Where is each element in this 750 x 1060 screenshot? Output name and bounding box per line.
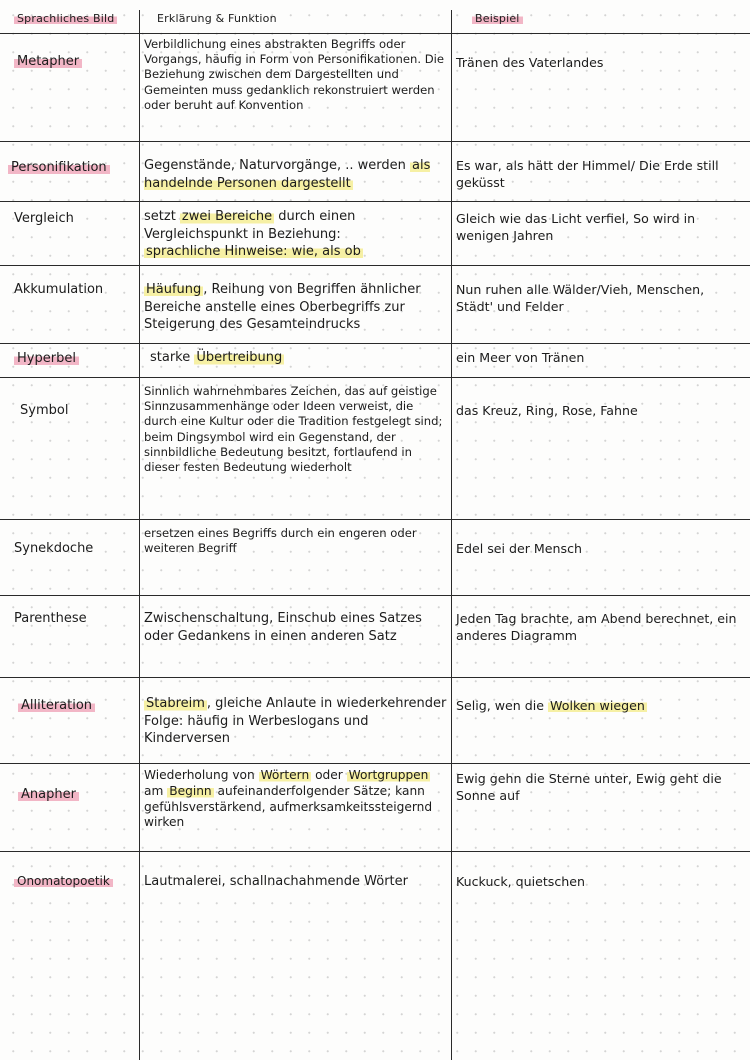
example-anapher: Ewig gehn die Sterne unter, Ewig geht die Sonne auf (456, 771, 722, 803)
example-alliteration: Selig, wen die Wolken wiegen (456, 698, 645, 713)
header-example: Beispiel (472, 12, 523, 25)
term-onomatopoetik: Onomatopoetik (14, 873, 139, 890)
row-divider (0, 377, 750, 378)
example-onomatopoetik: Kuckuck, quietschen (456, 874, 586, 889)
explanation-akkumulation: Häufung , Reihung von Begriffen ähnlicher Bereiche anstelle eines Oberbegriffs zur Steigerung des Gesamteindrucks (144, 282, 421, 332)
explanation-hyperbel: starke Übertreibung (150, 350, 283, 365)
explanation-personifikation: Gegenstände, Naturvorgänge, .. werden als handelnde Personen dargestellt (144, 158, 431, 191)
term-parenthese: Parenthese (14, 611, 87, 626)
row-divider (0, 519, 750, 520)
example-personifikation: Es war, als hätt der Himmel/ Die Erde still geküsst (456, 158, 719, 190)
term-akkumulation: Akkumulation (14, 282, 104, 297)
explanation-parenthese: Zwischenschaltung, Einschub eines Satzes oder Gedankens in einen anderen Satz (144, 611, 422, 644)
term-alliteration: Alliteration (18, 697, 143, 714)
header-explanation: Erklärung & Funktion (157, 12, 277, 25)
header-rule (0, 33, 750, 34)
row-divider (0, 201, 750, 202)
explanation-anapher: Wiederholung von Wörtern oder Wortgruppen am Beginn aufeinanderfolgender Sätze; kann gefühlsverstärkend, aufmerksamkeitssteigernd wirken (144, 768, 433, 830)
row-divider (0, 763, 750, 764)
explanation-vergleich: setzt zwei Bereiche durch einen Vergleichspunkt in Beziehung: sprachliche Hinweise: wie, als ob (144, 209, 361, 259)
example-hyperbel: ein Meer von Tränen (456, 350, 585, 365)
row-divider (0, 677, 750, 678)
term-vergleich: Vergleich (14, 211, 74, 226)
example-metapher: Tränen des Vaterlandes (456, 55, 604, 70)
header-term: Sprachliches Bild (14, 12, 117, 25)
explanation-onomatopoetik: Lautmalerei, schallnachahmende Wörter (144, 874, 408, 889)
row-divider (0, 141, 750, 142)
example-vergleich: Gleich wie das Licht verfiel, So wird in wenigen Jahren (456, 211, 696, 243)
explanation-symbol: Sinnlich wahrnehmbares Zeichen, das auf geistige Sinnzusammenhänge oder Ideen verweist, die durch eine Kultur oder die Tradition festgelegt sind; beim Dingsymbol wird ein Gegenstand, der sinnbildliche Bedeutung besitzt, fortlaufend in dieser festen Bedeutung wiederholt (144, 384, 443, 475)
term-symbol: Symbol (20, 403, 69, 418)
term-metapher: Metapher (14, 53, 139, 70)
term-synekdoche: Synekdoche (14, 541, 94, 556)
explanation-synekdoche: ersetzen eines Begriffs durch ein engeren oder weiteren Begriff (144, 526, 417, 556)
example-parenthese: Jeden Tag brachte, am Abend berechnet, ein anderes Diagramm (456, 611, 737, 643)
term-hyperbel: Hyperbel (14, 350, 139, 367)
row-divider (0, 851, 750, 852)
column-divider-1 (139, 10, 140, 1060)
example-symbol: das Kreuz, Ring, Rose, Fahne (456, 403, 638, 418)
column-divider-2 (451, 10, 452, 1060)
term-anapher: Anapher (18, 786, 143, 803)
example-synekdoche: Edel sei der Mensch (456, 541, 582, 556)
explanation-alliteration: Stabreim , gleiche Anlaute in wiederkehrender Folge: häufig in Werbeslogans und Kinderversen (144, 696, 447, 746)
example-akkumulation: Nun ruhen alle Wälder/Vieh, Menschen, Städt' und Felder (456, 282, 705, 314)
explanation-metapher: Verbildlichung eines abstrakten Begriffs oder Vorgangs, häufig in Form von Personifikationen. Die Beziehung zwischen dem Dargestellten und Gemeinten muss gedanklich rekonstruiert werden oder beruht auf Konvention (144, 37, 444, 112)
row-divider (0, 343, 750, 344)
term-personifikation: Personifikation (8, 159, 133, 176)
row-divider (0, 595, 750, 596)
row-divider (0, 265, 750, 266)
